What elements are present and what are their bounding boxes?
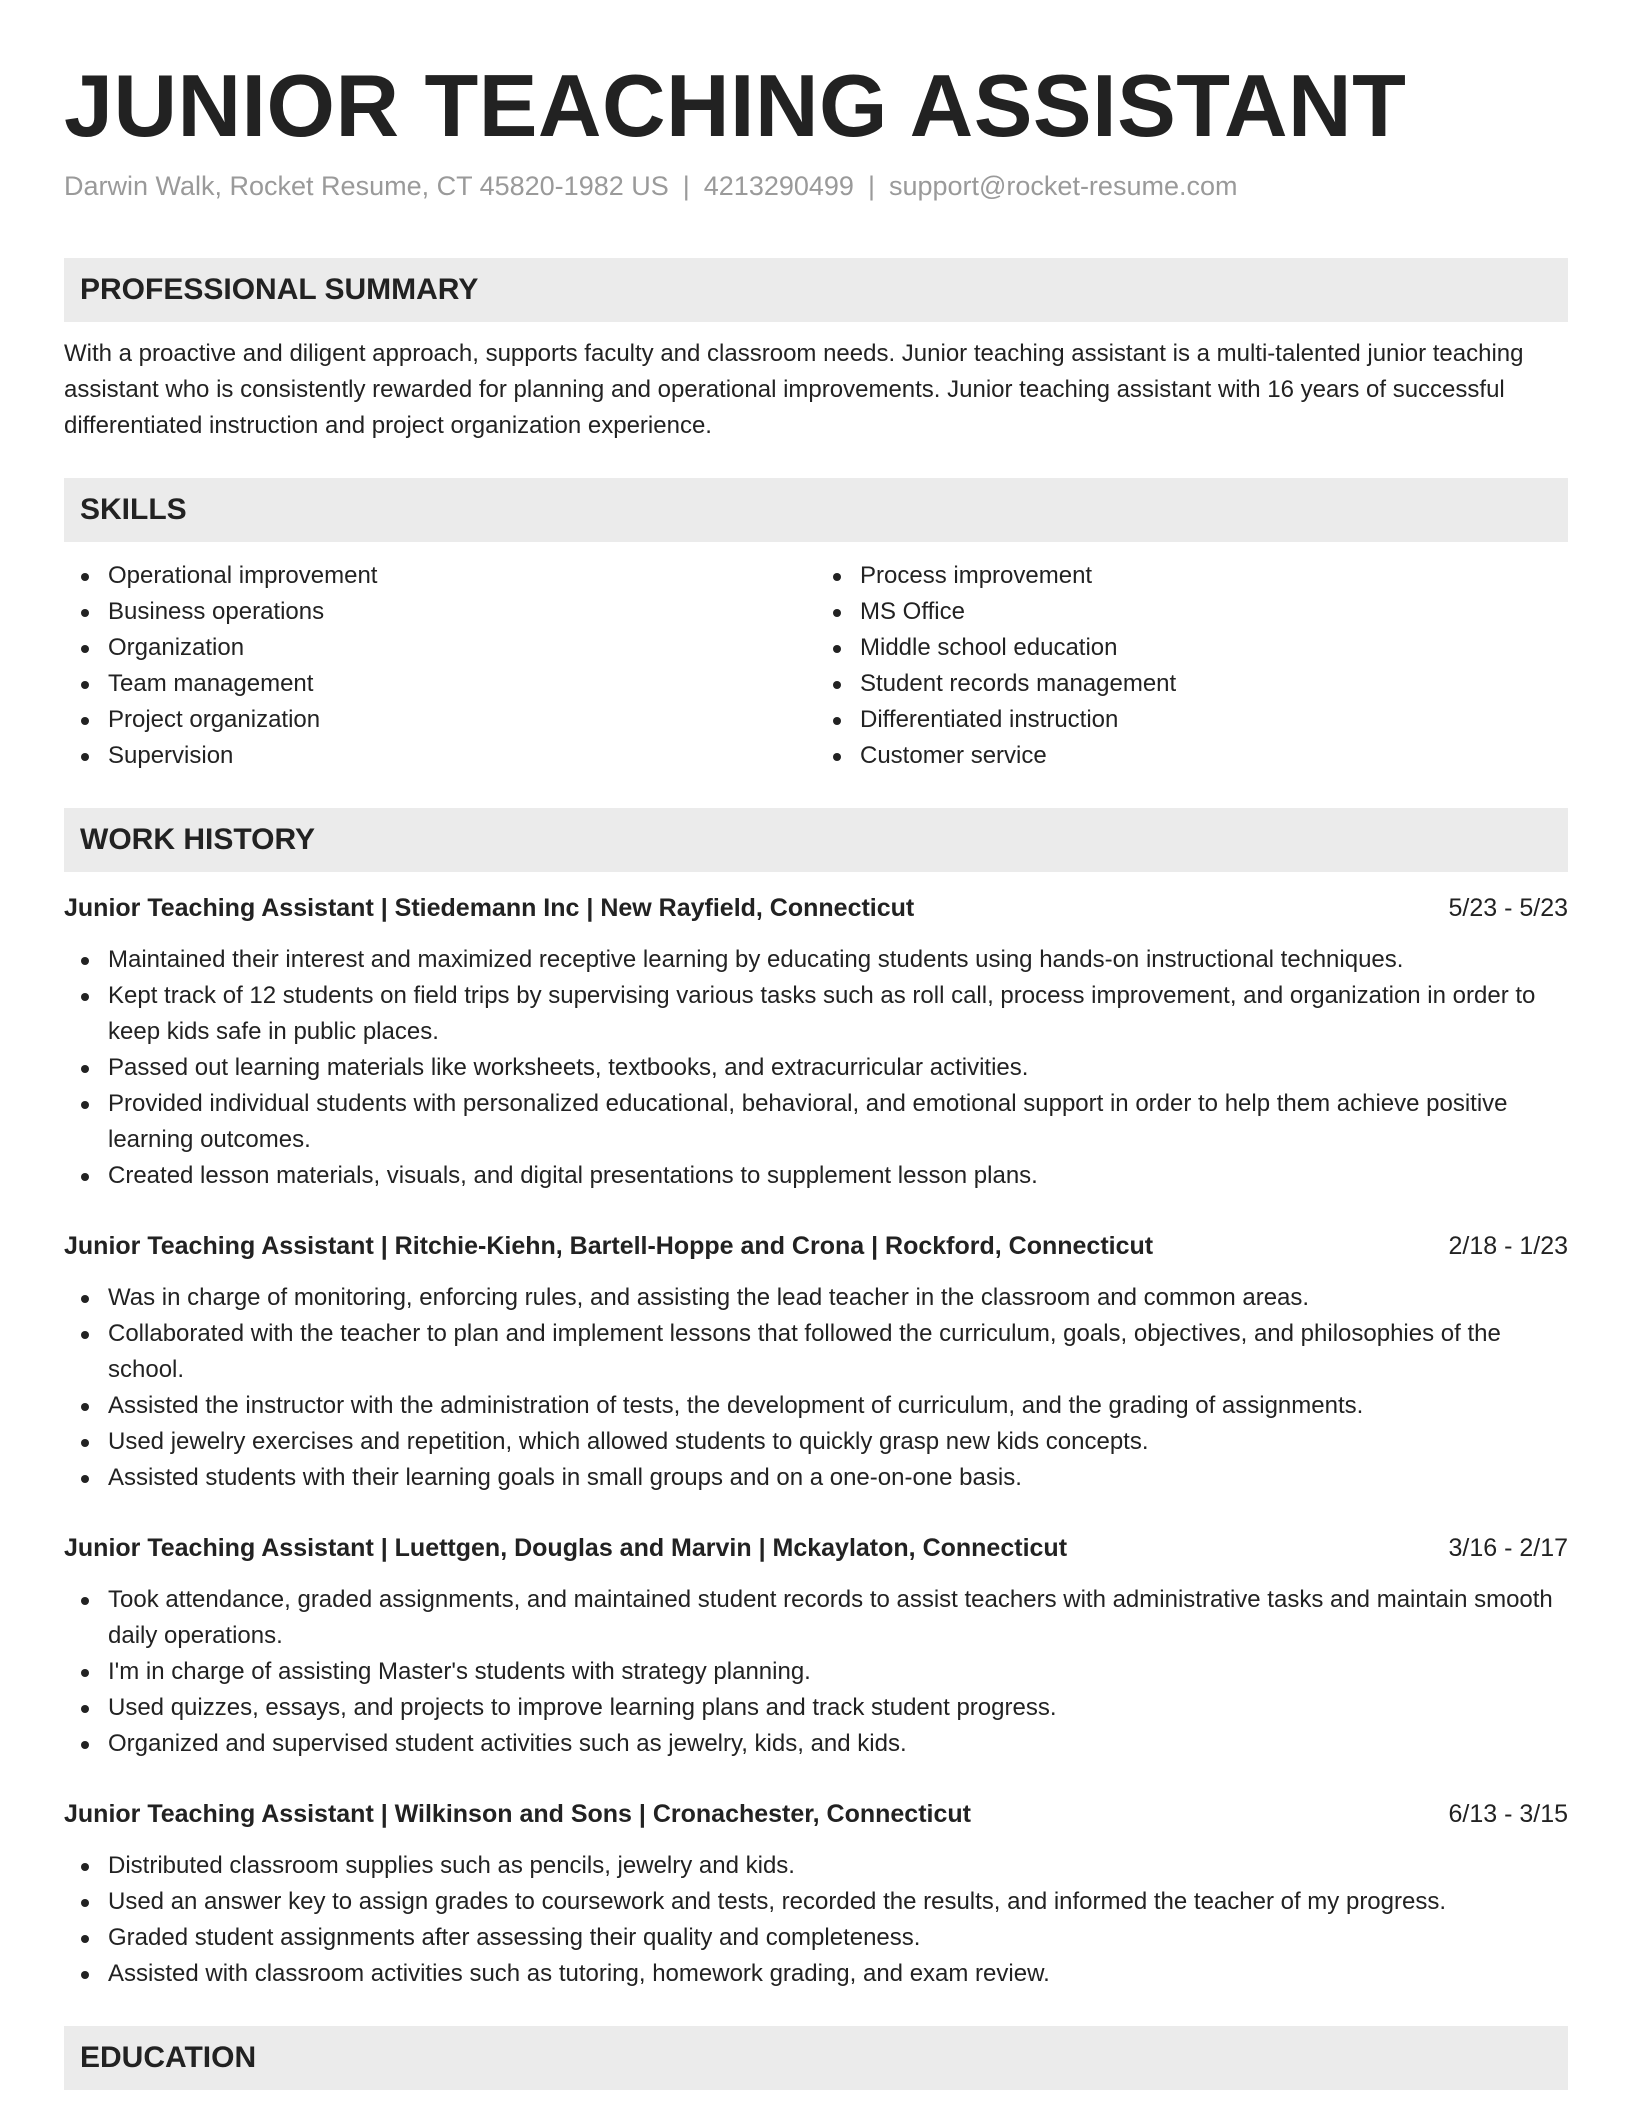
- section-header-skills: SKILLS: [64, 478, 1568, 542]
- skills-list: [64, 558, 1568, 774]
- contact-line: [64, 168, 1568, 204]
- skill-item: Organization: [64, 630, 816, 666]
- resume-name-title: JUNIOR TEACHING ASSISTANT: [64, 56, 1407, 155]
- job-title: Junior Teaching Assistant | Ritchie-Kiehn, Bartell-Hoppe and Crona | Rockford, Connecticut: [64, 1232, 1154, 1260]
- job-bullets: [64, 1582, 1568, 1762]
- job-bullet: Used an answer key to assign grades to coursework and tests, recorded the results, and informed the teacher of my progress.: [64, 1884, 1568, 1920]
- job-entry: [64, 1530, 1568, 1762]
- job-bullet: Assisted with classroom activities such as tutoring, homework grading, and exam review.: [64, 1956, 1568, 1992]
- job-bullet: Used jewelry exercises and repetition, which allowed students to quickly grasp new kids concepts.: [64, 1424, 1568, 1460]
- job-bullet: Kept track of 12 students on field trips by supervising various tasks such as roll call, process improvement, and organization in order to keep kids safe in public places.: [64, 978, 1568, 1050]
- skill-item: Process improvement: [816, 558, 1568, 594]
- contact-phone: 4213290499: [703, 171, 854, 201]
- skill-item: Team management: [64, 666, 816, 702]
- job-dates: 5/23 - 5/23: [1448, 894, 1568, 922]
- job-bullet: I'm in charge of assisting Master's students with strategy planning.: [64, 1654, 1568, 1690]
- job-header: [64, 890, 1568, 926]
- contact-separator: |: [867, 171, 875, 201]
- job-bullet: Passed out learning materials like worksheets, textbooks, and extracurricular activities.: [64, 1050, 1568, 1086]
- job-bullet: Distributed classroom supplies such as pencils, jewelry and kids.: [64, 1848, 1568, 1884]
- job-bullet: Assisted the instructor with the administration of tests, the development of curriculum, and the grading of assignments.: [64, 1388, 1568, 1424]
- contact-email: support@rocket-resume.com: [888, 171, 1238, 201]
- job-bullet: Was in charge of monitoring, enforcing rules, and assisting the lead teacher in the classroom and common areas.: [64, 1280, 1568, 1316]
- skill-item: Student records management: [816, 666, 1568, 702]
- skill-item: MS Office: [816, 594, 1568, 630]
- section-header-education: EDUCATION: [64, 2026, 1568, 2090]
- job-bullet: Organized and supervised student activities such as jewelry, kids, and kids.: [64, 1726, 1568, 1762]
- skill-item: Project organization: [64, 702, 816, 738]
- skill-item: Middle school education: [816, 630, 1568, 666]
- skill-item: Differentiated instruction: [816, 702, 1568, 738]
- job-bullet: Collaborated with the teacher to plan and implement lessons that followed the curriculum, goals, objectives, and philosophies of the school.: [64, 1316, 1568, 1388]
- summary-text: With a proactive and diligent approach, supports faculty and classroom needs. Junior teaching assistant is a multi-talented junior teaching assistant who is consistently rewarded for planning and operational improvements. Junior teaching assistant with 16 years of successful differentiated instruction and project organization experience.: [64, 340, 1524, 439]
- job-bullet: Used quizzes, essays, and projects to improve learning plans and track student progress.: [64, 1690, 1568, 1726]
- job-dates: 6/13 - 3/15: [1448, 1800, 1568, 1828]
- contact-separator: |: [682, 171, 690, 201]
- job-bullets: [64, 1280, 1568, 1496]
- job-bullets: [64, 942, 1568, 1194]
- job-entry: [64, 1228, 1568, 1496]
- job-bullet: Graded student assignments after assessing their quality and completeness.: [64, 1920, 1568, 1956]
- skill-item: Business operations: [64, 594, 816, 630]
- job-entry: [64, 1796, 1568, 1992]
- skill-item: Operational improvement: [64, 558, 816, 594]
- skills-column-left: [64, 558, 816, 774]
- job-dates: 2/18 - 1/23: [1448, 1232, 1568, 1260]
- job-dates: 3/16 - 2/17: [1448, 1534, 1568, 1562]
- job-entry: [64, 890, 1568, 1194]
- job-header: [64, 1796, 1568, 1832]
- skill-item: Supervision: [64, 738, 816, 774]
- skills-column-right: [816, 558, 1568, 774]
- job-header: [64, 1530, 1568, 1566]
- section-header-work-history: WORK HISTORY: [64, 808, 1568, 872]
- section-header-professional-summary: PROFESSIONAL SUMMARY: [64, 258, 1568, 322]
- job-bullet: Created lesson materials, visuals, and digital presentations to supplement lesson plans.: [64, 1158, 1568, 1194]
- skill-item: Customer service: [816, 738, 1568, 774]
- job-bullet: Maintained their interest and maximized receptive learning by educating students using hands-on instructional techniques.: [64, 942, 1568, 978]
- job-bullet: Provided individual students with personalized educational, behavioral, and emotional support in order to help them achieve positive learning outcomes.: [64, 1086, 1568, 1158]
- job-bullet: Took attendance, graded assignments, and maintained student records to assist teachers with administrative tasks and maintain smooth daily operations.: [64, 1582, 1568, 1654]
- job-title: Junior Teaching Assistant | Wilkinson and Sons | Cronachester, Connecticut: [64, 1800, 971, 1828]
- job-bullet: Assisted students with their learning goals in small groups and on a one-on-one basis.: [64, 1460, 1568, 1496]
- contact-address: Darwin Walk, Rocket Resume, CT 45820-1982 US: [64, 171, 669, 201]
- job-header: [64, 1228, 1568, 1264]
- job-bullets: [64, 1848, 1568, 1992]
- job-title: Junior Teaching Assistant | Stiedemann Inc | New Rayfield, Connecticut: [64, 894, 915, 922]
- job-title: Junior Teaching Assistant | Luettgen, Douglas and Marvin | Mckaylaton, Connecticut: [64, 1534, 1068, 1562]
